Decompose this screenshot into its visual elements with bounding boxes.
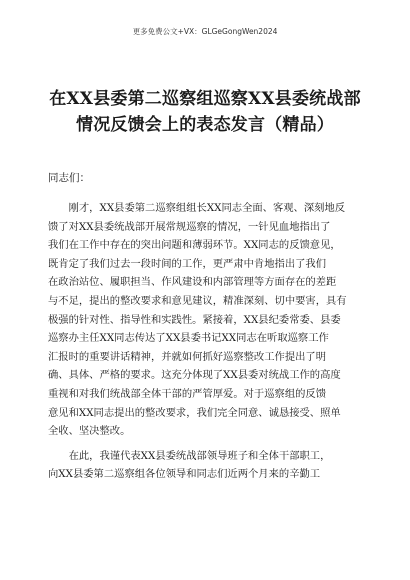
text-line: 意见和XX同志提出的整改要求，我们完全同意、诚恳接受、照单 <box>48 406 341 419</box>
text-line: 确、具体、严格的要求。这充分体现了XX县委对统战工作的高度 <box>48 369 341 382</box>
text-line: 汇报时的重要讲话精神，并就如何抓好巡察整改工作提出了明 <box>48 350 327 363</box>
body-text <box>48 199 370 484</box>
text-line: 刚才，XX县委第二巡察组组长XX同志全面、客观、深刻地反 <box>48 202 346 214</box>
text-line: 与不足，提出的整改要求和意见建议，精准深刻、切中要害，具有 <box>48 294 347 307</box>
header-note: 更多免费公文+VX：GLGeGongWen2024 <box>132 27 278 36</box>
title-line-1: 在XX县委第二巡察组巡察XX县委统战部 <box>49 89 361 109</box>
text-line: 全收、坚决整改。 <box>48 425 131 438</box>
text-line: 极强的针对性、指导性和实践性。紧接着，XX县纪委常委、县委 <box>48 313 341 326</box>
text-line: 馈了对XX县委统战部开展常规巡察的情况，一针见血地指出了 <box>48 220 331 233</box>
paragraph-1 <box>48 199 370 441</box>
text-line: 既肯定了我们过去一段时间的工作，更严肃中肯地指出了我们 <box>48 257 327 270</box>
document-title <box>20 86 390 138</box>
title-line-2: 情况反馈会上的表态发言（精品） <box>76 115 334 135</box>
text-line: 我们在工作中存在的突出问题和薄弱环节。XX同志的反馈意见， <box>48 239 341 252</box>
text-line: 重视和对我们统战部全体干部的严管厚爱。对于巡察组的反馈 <box>48 387 327 400</box>
text-line: 在政治站位、履职担当、作风建设和内部管理等方面存在的差距 <box>48 276 337 289</box>
text-line: 向XX县委第二巡察组各位领导和同志们近两个月来的辛勤工 <box>48 468 321 481</box>
salutation: 同志们： <box>48 172 90 184</box>
paragraph-2 <box>48 447 370 484</box>
text-line: 巡察办主任XX同志传达了XX县委书记XX同志在听取巡察工作 <box>48 332 329 345</box>
text-line: 在此，我谨代表XX县委统战部领导班子和全体干部职工， <box>48 449 331 462</box>
